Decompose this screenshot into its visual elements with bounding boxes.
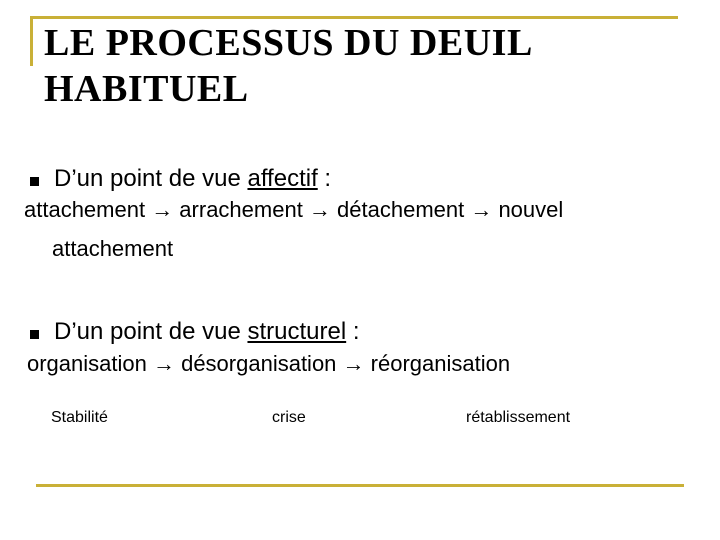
heading-prefix: D’un point de vue xyxy=(54,165,248,192)
heading-suffix: : xyxy=(346,318,360,345)
stage-label-retablissement: rétablissement xyxy=(466,409,571,426)
title-frame-left-line xyxy=(30,16,33,66)
bottom-divider-line xyxy=(36,484,684,487)
bullet-structurel-heading xyxy=(54,318,360,345)
heading-suffix: : xyxy=(317,165,332,192)
title-frame-top-line xyxy=(30,16,678,19)
square-bullet-icon xyxy=(30,177,39,186)
heading-prefix: D’un point de vue xyxy=(54,318,248,345)
stage-label-crise: crise xyxy=(272,409,306,426)
bullet-structurel xyxy=(30,318,360,346)
structurel-flow-line: organisation → désorganisation → réorganisation xyxy=(27,351,511,376)
bullet-affectif xyxy=(30,165,331,193)
affectif-flow-line-1: attachement → arrachement → détachement → nouvel xyxy=(24,197,564,222)
slide-title: LE PROCESSUS DU DEUIL HABITUEL xyxy=(44,22,531,110)
affectif-flow-line-2: attachement xyxy=(52,236,174,261)
heading-keyword-affectif: affectif xyxy=(247,165,318,192)
stage-label-stabilite: Stabilité xyxy=(51,409,108,426)
heading-keyword-structurel: structurel xyxy=(247,318,347,345)
bullet-affectif-heading xyxy=(54,165,331,192)
square-bullet-icon xyxy=(30,330,39,339)
